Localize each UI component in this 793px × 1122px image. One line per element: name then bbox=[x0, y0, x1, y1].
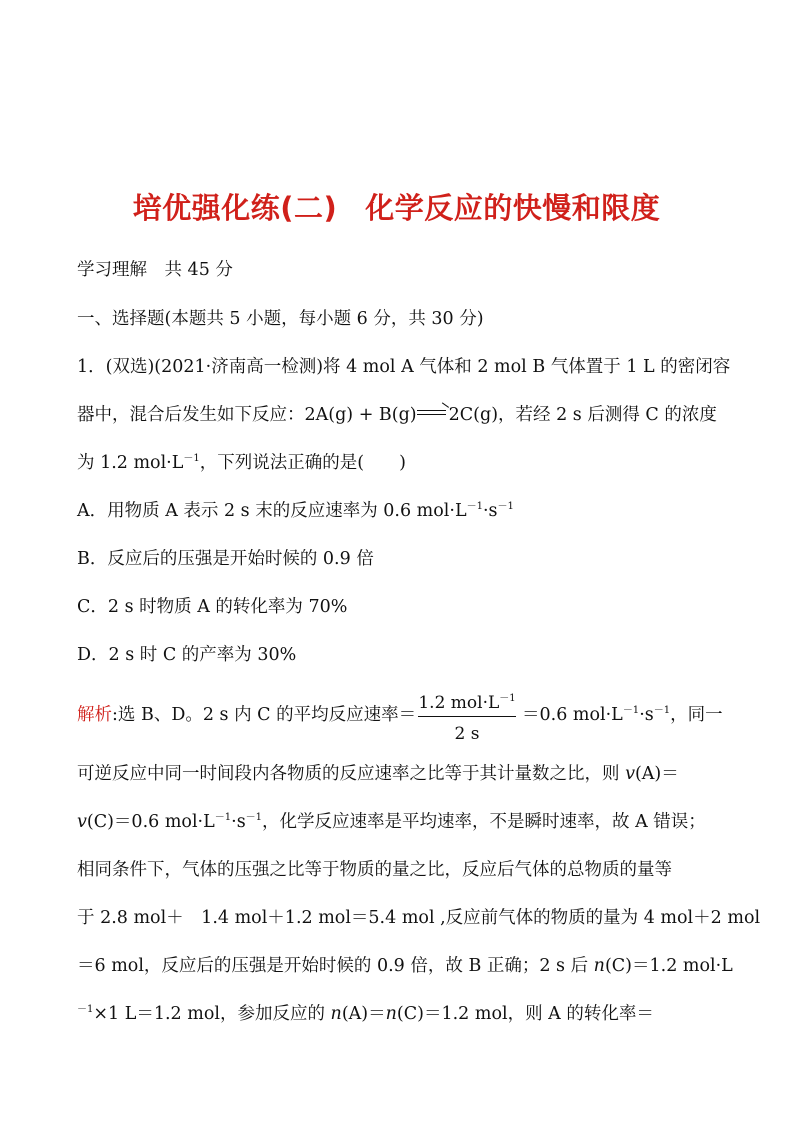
unit-superscript: －1 bbox=[214, 812, 232, 823]
analysis-line-1-b: ＝0.6 mol·L bbox=[522, 705, 623, 725]
analysis-line-2 bbox=[77, 766, 679, 784]
analysis-label: 解析 bbox=[77, 705, 112, 725]
analysis-line-6-b: (C)＝1.2 mol·L bbox=[604, 956, 733, 976]
analysis-line-7-b: (A)＝ bbox=[341, 1004, 386, 1024]
unit-superscript: －1 bbox=[466, 501, 483, 512]
question-line-2 bbox=[77, 407, 717, 425]
unit-superscript: －1 bbox=[77, 1004, 94, 1015]
fraction-numerator-text: 1.2 mol·L bbox=[418, 693, 500, 713]
velocity-symbol: v bbox=[625, 764, 635, 784]
velocity-symbol: v bbox=[77, 812, 87, 832]
analysis-line-1 bbox=[77, 707, 416, 725]
option-b: B．反应后的压强是开始时候的 0.9 倍 bbox=[77, 549, 374, 569]
question-line-3-b: ，下列说法正确的是( ) bbox=[199, 453, 406, 473]
analysis-line-6 bbox=[77, 958, 733, 976]
title-part-2: 化学反应的快慢和限度 bbox=[365, 191, 661, 225]
option-c: C．2 s 时物质 A 的转化率为 70% bbox=[77, 597, 348, 617]
amount-symbol: n bbox=[385, 1004, 397, 1024]
option-a-text: A．用物质 A 表示 2 s 末的反应速率为 0.6 mol·L bbox=[77, 501, 467, 521]
analysis-line-3-b: ·s bbox=[231, 812, 246, 832]
analysis-line-7 bbox=[77, 1006, 654, 1024]
analysis-line-5: 于 2.8 mol＋ 1.4 mol＋1.2 mol＝5.4 mol ,反应前气体的物质的量为 4 mol＋2 mol bbox=[77, 908, 761, 928]
analysis-line-3-c: ，化学反应速率是平均速率，不是瞬时速率，故 A 错误； bbox=[262, 812, 706, 832]
analysis-line-1-a: :选 B、D。2 s 内 C 的平均反应速率＝ bbox=[112, 705, 417, 725]
unit-superscript: －1 bbox=[245, 812, 263, 823]
option-a-mid: ·s bbox=[482, 501, 498, 521]
amount-symbol: n bbox=[330, 1004, 342, 1024]
analysis-line-4: 相同条件下，气体的压强之比等于物质的量之比，反应后气体的总物质的量等 bbox=[77, 860, 672, 880]
analysis-line-7-c: (C)＝1.2 mol，则 A 的转化率＝ bbox=[396, 1004, 654, 1024]
question-line-1: 1．(双选)(2021·济南高一检测)将 4 mol A 气体和 2 mol B 气体置于 1 L 的密闭容 bbox=[77, 357, 731, 377]
fraction-denominator: 2 s bbox=[454, 724, 480, 744]
title-part-1: 培优强化练(二) bbox=[132, 191, 338, 225]
subsection-header: 一、选择题(本题共 5 小题，每小题 6 分，共 30 分) bbox=[77, 309, 484, 329]
question-line-3-a: 为 1.2 mol·L bbox=[77, 453, 184, 473]
question-line-3 bbox=[77, 455, 406, 473]
option-a bbox=[77, 503, 514, 521]
unit-superscript: －1 bbox=[622, 705, 640, 716]
section-header: 学习理解 共 45 分 bbox=[77, 260, 233, 280]
unit-superscript: －1 bbox=[499, 693, 516, 704]
fraction-numerator bbox=[416, 693, 518, 716]
analysis-line-2-b: (A)＝ bbox=[634, 764, 679, 784]
analysis-line-1-c: ·s bbox=[639, 705, 654, 725]
unit-superscript: －1 bbox=[653, 705, 671, 716]
analysis-line-2-a: 可逆反应中同一时间段内各物质的反应速率之比等于其计量数之比，则 bbox=[77, 764, 626, 784]
equilibrium-arrow-icon bbox=[417, 408, 449, 418]
rate-fraction bbox=[416, 693, 518, 744]
option-d: D．2 s 时 C 的产率为 30% bbox=[77, 645, 297, 665]
question-line-2-a: 器中，混合后发生如下反应：2A(g) + B(g) bbox=[77, 405, 417, 425]
analysis-line-3-a: (C)＝0.6 mol·L bbox=[86, 812, 215, 832]
unit-superscript: －1 bbox=[183, 453, 200, 464]
question-line-2-b: 2C(g)，若经 2 s 后测得 C 的浓度 bbox=[448, 405, 717, 425]
analysis-line-1-d: ，同一 bbox=[670, 705, 723, 725]
analysis-line-7-a: ×1 L＝1.2 mol，参加反应的 bbox=[93, 1004, 331, 1024]
analysis-line-6-a: ＝6 mol，反应后的压强是开始时候的 0.9 倍，故 B 正确；2 s 后 bbox=[77, 956, 594, 976]
page-title bbox=[0, 186, 793, 227]
analysis-line-3 bbox=[77, 814, 706, 832]
amount-symbol: n bbox=[593, 956, 605, 976]
unit-superscript: －1 bbox=[497, 501, 514, 512]
analysis-line-1-end bbox=[522, 707, 723, 725]
